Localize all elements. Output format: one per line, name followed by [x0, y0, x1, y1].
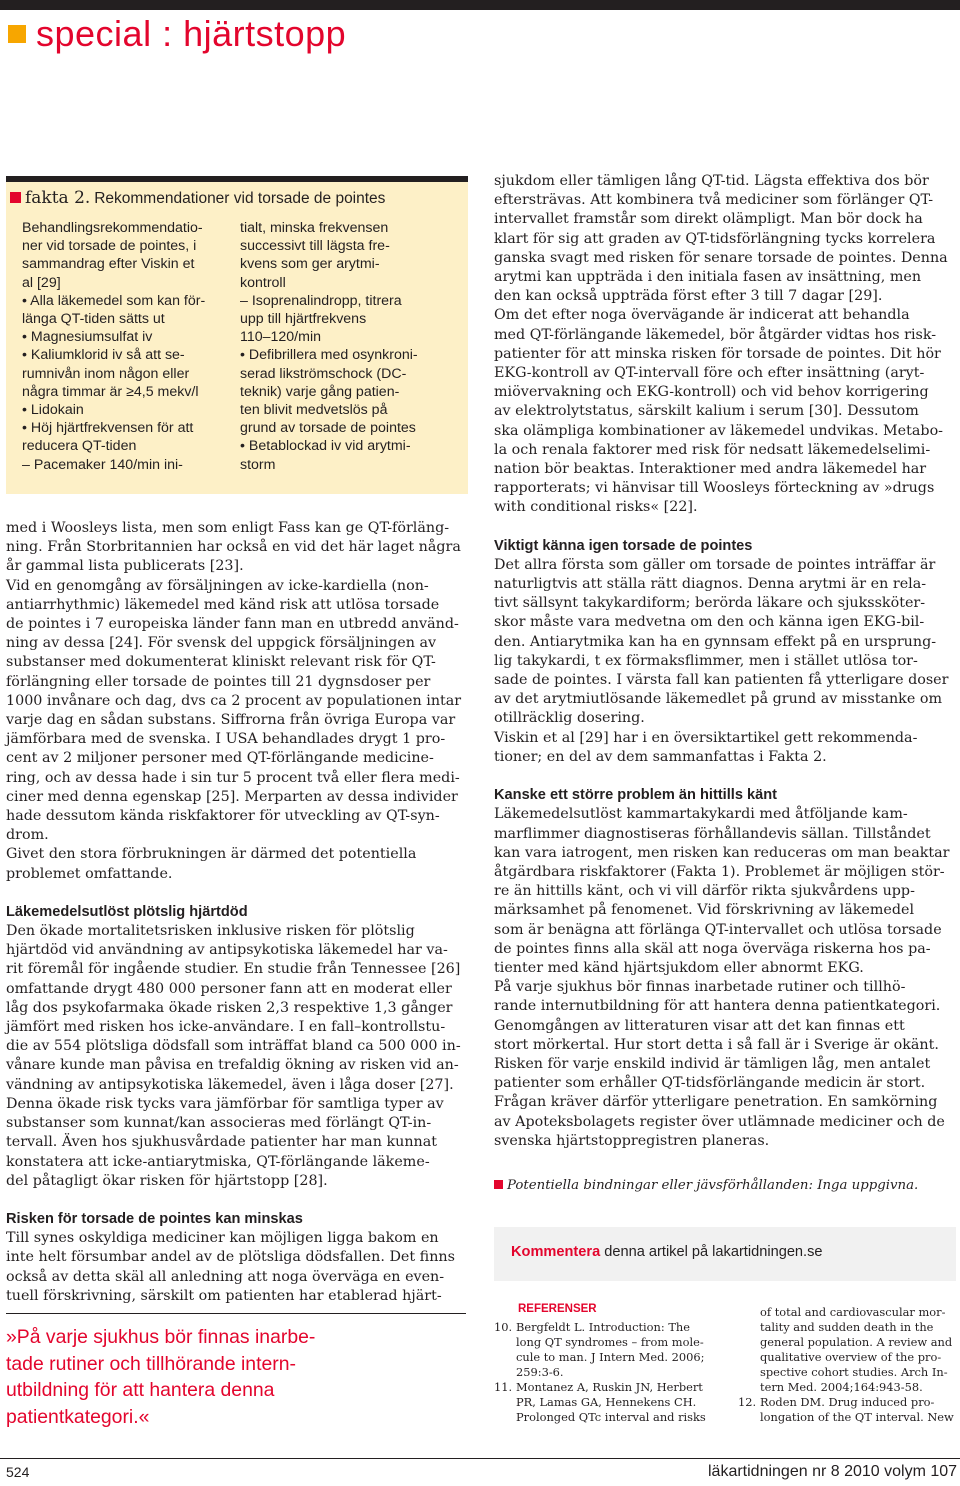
text-line: Frågan kräver därför ytterligare penetration. En samkörning — [494, 1094, 938, 1111]
text-line: sade de pointes. I värsta fall kan patienten få ytterligare doser — [494, 672, 949, 689]
text-line: jämförbara med de svenska. I USA behandlades drygt 1 pro- — [6, 731, 446, 748]
text-line: tivt sällsynt takykardiform; berörda läkare och sjukssköter- — [494, 595, 926, 612]
text-line: de pointes i 7 europeiska länder fann man en utbredd använd- — [6, 616, 459, 633]
text-line: naturligtvis att ställa rätt diagnos. Denna arytmi är en rela- — [494, 576, 927, 593]
text-line: tioner; en del av dem sammanfattas i Fakta 2. — [494, 748, 827, 765]
text-line: problemet omfattande. — [6, 865, 173, 882]
fact-line: kvens som ger arytmi- — [240, 256, 380, 273]
reference-line — [738, 1410, 954, 1425]
text-line: ning. Från Storbritannien har också en vid det här laget några — [6, 539, 461, 556]
text-line: som är benägna att förlänga QT-intervallet och utlösa torsade — [494, 921, 942, 938]
text-line: ciner med denna egenskap [25]. Merparten av dessa individer — [6, 788, 458, 805]
comment-rest: denna artikel på lakartidningen.se — [600, 1244, 823, 1260]
footnote-text: Potentiella bindningar eller jävsförhållanden: Inga uppgivna. — [507, 1178, 919, 1193]
text-line: tienter med känd hjärtsjukdom eller abnormt EKG. — [494, 959, 864, 976]
text-line: ning av dessa [24]. För svensk del uppgick försäljningen av — [6, 635, 437, 652]
text-line: otillräcklig dosering. — [494, 710, 645, 727]
reference-number: 11. — [494, 1380, 513, 1394]
fact-line: reducera QT-tiden — [22, 438, 137, 455]
reference-line — [738, 1320, 954, 1335]
reference-text: Bergfeldt L. Introduction: The — [516, 1320, 691, 1334]
text-line: skor måste vara medvetna om den och känna igen EKG-bil- — [494, 614, 925, 631]
reference-line — [738, 1350, 954, 1365]
text-line: varje dag en sådan substans. Siffrorna från övriga Europa var — [6, 712, 456, 729]
text-line: patienter som erhåller QT-tidsförlängande medicin är stort. — [494, 1075, 926, 1092]
text-line: tervall. Även hos sjukhusvårdade patienter har man kunnat — [6, 1134, 438, 1151]
text-line: Läkemedelsutlöst kammartakykardi med åtföljande kam- — [494, 806, 908, 823]
text-line: Genomgången av litteraturen visar att det kan finnas ett — [494, 1017, 905, 1034]
fact-line: Behandlingsrekommendatio- — [22, 220, 203, 236]
fact-line: • Kaliumklorid iv så att se- — [22, 347, 185, 364]
section-title: special : hjärtstopp — [36, 13, 347, 54]
pull-quote-rule — [6, 1313, 466, 1314]
comment-link[interactable] — [511, 1244, 823, 1260]
body-paragraph — [494, 556, 950, 767]
references-title: REFERENSER — [518, 1303, 597, 1315]
text-line: rapporterats; vi hänvisar till Woosleys förteckning av »drugs — [494, 480, 935, 497]
text-line: intervallet framstår som direkt olämpligt. Man bör dock ha — [494, 211, 923, 228]
reference-text: spective cohort studies. Arch In- — [760, 1365, 948, 1379]
fact-line: ner vid torsade de pointes, i — [22, 238, 197, 255]
reference-text: long QT syndromes – from mole- — [516, 1335, 704, 1349]
text-line: Viskin et al [29] har i en översiktartikel gett rekommenda- — [494, 729, 918, 746]
text-line: år gammal lista publicerats [23]. — [6, 558, 244, 575]
subheading: Risken för torsade de pointes kan minskas — [6, 1210, 303, 1227]
reference-line — [494, 1350, 706, 1365]
reference-text: of total and cardiovascular mor- — [760, 1305, 946, 1319]
fact-line: • Betablockad iv vid arytmi- — [240, 438, 411, 455]
fact-line: storm — [240, 456, 276, 473]
right-column — [494, 172, 950, 1151]
pull-quote — [6, 1324, 315, 1430]
text-line: med i Woosleys lista, men som enligt Fass kan ge QT-förläng- — [6, 520, 450, 536]
fact-number: fakta 2. — [25, 188, 91, 208]
reference-text: PR, Lamas GA, Hennekens CH. — [516, 1395, 697, 1409]
text-line: Denna ökade risk tycks vara jämförbar för samtliga typer av — [6, 1095, 444, 1112]
reference-text: longation of the QT interval. New — [760, 1410, 954, 1424]
fact-box-column-2 — [240, 219, 418, 474]
reference-line — [738, 1395, 954, 1410]
text-line: marflimmer diagnostiseras förhållandevis sällan. Tillståndet — [494, 825, 931, 842]
text-line: jämfört med risken hos icke-användare. I en fall–kontrollstu- — [6, 1019, 446, 1036]
header-square-icon — [8, 25, 26, 43]
reference-text: tern Med. 2004;164:943-58. — [760, 1380, 923, 1394]
text-line: arytmi kan uppträda i den initiala fasen av insättning, men — [494, 269, 922, 286]
text-line: inte helt försumbar andel av de plötsliga dödsfallen. Det finns — [6, 1249, 455, 1266]
text-line: ska olämpliga kombinationer av läkemedel undvikas. Metabo- — [494, 422, 944, 439]
text-line: av det arytmiutlösande läkemedlet på grund av misstanke om — [494, 691, 943, 708]
text-line: die av 554 plötsliga dödsfall som inträffat bland ca 500 000 in- — [6, 1038, 461, 1055]
body-paragraph — [494, 805, 950, 1151]
text-line: klart för sig att graden av QT-tidsförlängning tycks korrelera — [494, 230, 936, 247]
text-line: eftersträvas. Att kombinera två mediciner som förlänger QT- — [494, 192, 934, 209]
text-line: antiarrhythmic) läkemedel med känd risk att utlösa torsade — [6, 596, 440, 613]
text-line: tuell förskrivning, särskilt om patienten har etablerad hjärt- — [6, 1287, 442, 1304]
fact-line: ten blivit medvetslös på — [240, 402, 388, 419]
fact-line: 110–120/min — [240, 329, 321, 346]
text-line: miövervakning och EKG-kontroll) och vid behov korrigering — [494, 384, 929, 401]
text-line: Vid en genomgång av försäljningen av icke-kardiella (non- — [6, 577, 429, 594]
text-line: med QT-förlängande läkemedel, bör åtgärder vidtas hos risk- — [494, 326, 937, 343]
reference-text: Roden DM. Drug induced pro- — [760, 1395, 935, 1409]
fact-line: – Pacemaker 140/min ini- — [22, 456, 183, 473]
fact-line: serad likströmschock (DC- — [240, 365, 407, 382]
text-line: hade dessutom kända riskfaktorer för utveckling av QT-syn- — [6, 808, 440, 825]
text-line: Om det efter noga övervägande är indicerat att behandla — [494, 307, 910, 324]
fact-line: • Defibrillera med osynkroni- — [240, 347, 418, 364]
text-line: cent av 2 miljoner personer med QT-förlängande medicine- — [6, 750, 434, 767]
fact-heading: Rekommendationer vid torsade de pointes — [94, 190, 386, 207]
references-column-2 — [738, 1305, 954, 1425]
text-line: den kan också uppträda först efter 3 till 7 dagar [29]. — [494, 288, 883, 305]
text-line: Till synes oskyldiga mediciner kan möjligen ligga bakom en — [6, 1230, 439, 1247]
text-line: ring, och av dessa hade i sin tur 5 procent två eller flera medi- — [6, 769, 460, 786]
text-line: Den ökade mortalitetsrisken inklusive risken för plötslig — [6, 923, 415, 940]
text-line: låg dos psykofarmaka ökade risken 2,3 respektive 1,3 gånger — [6, 999, 453, 1016]
reference-text: Montanez A, Ruskin JN, Herbert — [516, 1380, 703, 1394]
text-line: substanser med dokumenterat kliniskt relevant risk för QT- — [6, 654, 436, 671]
text-line: Det allra första som gäller om torsade de pointes inträffar är — [494, 556, 936, 573]
reference-line — [494, 1335, 706, 1350]
fact-line: – Isoprenalindropp, titrera — [240, 292, 402, 309]
quote-line: patientkategori.« — [6, 1405, 150, 1428]
reference-line — [494, 1380, 706, 1395]
page-number: 524 — [6, 1464, 30, 1480]
text-line: re än hittills känt, och vi vill därför rikta sjukvårdens upp- — [494, 883, 915, 900]
fact-line: grund av torsade de pointes — [240, 420, 416, 437]
text-line: också av detta skäl all anledning att noga överväga en even- — [6, 1268, 445, 1285]
text-line: Givet den stora förbrukningen är därmed det potentiella — [6, 846, 417, 863]
footer-rule — [0, 1458, 960, 1459]
fact-line: sammandrag efter Viskin et — [22, 256, 195, 273]
fact-line: successivt till lägsta fre- — [240, 238, 390, 255]
body-paragraph — [6, 519, 461, 884]
fact-line: • Alla läkemedel som kan för- — [22, 292, 206, 309]
text-line: substanser som kunnat/kan associeras med förlängt QT-in- — [6, 1115, 432, 1132]
text-line: nation bör beaktas. Interaktioner med andra läkemedel har — [494, 461, 927, 478]
references-column-1 — [494, 1320, 706, 1425]
text-line: förlängning eller torsade de pointes till 21 dygnsdoser per — [6, 673, 431, 690]
reference-number: 10. — [494, 1320, 513, 1334]
reference-line — [494, 1320, 706, 1335]
fact-line: tialt, minska frekvensen — [240, 220, 389, 236]
text-line: sjukdom eller tämligen lång QT-tid. Lägsta effektiva dos bör — [494, 173, 929, 189]
text-line: 1000 invånare och dag, dvs ca 2 procent av populationen intar — [6, 692, 462, 709]
text-line: kan vara iatrogent, men risken kan reduceras om man beaktar — [494, 844, 950, 861]
subheading: Viktigt känna igen torsade de pointes — [494, 537, 753, 554]
top-rule — [0, 0, 960, 10]
text-line: EKG-kontroll av QT-intervall före och efter insättning (aryt- — [494, 365, 925, 382]
fact-line: • Lidokain — [22, 402, 84, 419]
fact-line: kontroll — [240, 274, 286, 291]
quote-line: utbildning för att hantera denna — [6, 1379, 275, 1401]
footnote-square-icon — [494, 1180, 503, 1189]
text-line: lig takykardi, t ex förmaksflimmer, men i stället utlösa tor- — [494, 652, 918, 669]
text-line: På varje sjukhus bör finnas inarbetade rutiner och tillhö- — [494, 979, 906, 996]
reference-line — [738, 1380, 954, 1395]
comment-lead[interactable]: Kommentera — [511, 1244, 601, 1260]
subheading: Läkemedelsutlöst plötslig hjärtdöd — [6, 903, 248, 920]
text-line: with conditional risks« [22]. — [494, 499, 698, 516]
text-line: rit föremål för ingående studier. En studie från Tennessee [26] — [6, 961, 461, 978]
reference-line — [494, 1410, 706, 1425]
fact-line: • Höj hjärtfrekvensen för att — [22, 420, 194, 437]
fact-box-title — [10, 188, 385, 209]
text-line: den. Antiarytmika kan ha en gynnsam effekt på en ursprung- — [494, 633, 937, 650]
text-line: vändning av antipsykotiska läkemedel, även i låga doser [27]. — [6, 1076, 454, 1093]
fact-line: teknik) varje gång patien- — [240, 383, 400, 400]
body-paragraph — [494, 172, 950, 518]
text-line: hjärtdöd vid användning av antipsykotiska läkemedel har va- — [6, 942, 448, 959]
subheading: Kanske ett större problem än hittills känt — [494, 787, 778, 804]
quote-line: »På varje sjukhus bör finnas inarbe- — [6, 1326, 316, 1348]
text-line: märksamhet på fenomenet. Vid förskrivning av läkemedel — [494, 902, 915, 919]
quote-line: tade rutiner och tillhörande intern- — [6, 1352, 296, 1375]
text-line: åtgärdbara riskfaktorer (Fakta 1). Problemet är möjligen stör- — [494, 863, 945, 880]
reference-text: general population. A review and — [760, 1335, 953, 1349]
text-line: svenska hjärtstoppregistren planeras. — [494, 1132, 770, 1149]
fact-box-column-1 — [22, 219, 205, 474]
reference-line — [494, 1365, 706, 1380]
text-line: stort mörkertal. Hur stort detta i så fall är i Sverige är okänt. — [494, 1036, 939, 1053]
body-paragraph — [6, 1229, 461, 1306]
text-line: ganska svagt med risken för senare torsade de pointes. Denna — [494, 249, 948, 266]
reference-line — [738, 1335, 954, 1350]
reference-line — [738, 1365, 954, 1380]
left-column — [6, 519, 461, 1306]
fact-square-icon — [10, 192, 21, 203]
fact-line: rumnivån inom någon eller — [22, 365, 190, 382]
journal-name: läkartidningen nr 8 2010 volym 107 — [708, 1463, 958, 1480]
fact-line: upp till hjärtfrekvens — [240, 311, 367, 328]
fact-line: al [29] — [22, 274, 61, 291]
body-paragraph — [6, 922, 461, 1191]
text-line: drom. — [6, 827, 49, 844]
text-line: Risken för varje enskild individ är tämligen låg, men antalet — [494, 1055, 931, 1072]
section-header — [8, 14, 346, 54]
reference-text: tality and sudden death in the — [760, 1320, 934, 1334]
text-line: konstatera att icke-antiarytmiska, QT-förlängande läkeme- — [6, 1153, 430, 1170]
reference-text: 259:3-6. — [516, 1365, 564, 1379]
text-line: patienter för att minska risken för torsade de pointes. Dit hör — [494, 345, 941, 362]
text-line: rande internutbildning för att hantera denna patientkategori. — [494, 998, 941, 1015]
fact-line: några timmar är ≥4,5 mekv/l — [22, 383, 199, 400]
reference-text: cule to man. J Intern Med. 2006; — [516, 1350, 705, 1364]
reference-line — [494, 1395, 706, 1410]
text-line: la och renala faktorer med risk för nedsatt läkemedelselimi- — [494, 441, 931, 458]
text-line: av elektrolytstatus, särskilt kalium i serum [30]. Dessutom — [494, 403, 919, 420]
reference-number: 12. — [738, 1395, 757, 1409]
conflict-footnote — [494, 1178, 918, 1193]
text-line: omfattande drygt 480 000 personer fann att en moderat eller — [6, 980, 452, 997]
reference-text: qualitative overview of the pro- — [760, 1350, 942, 1364]
text-line: del påtagligt ökar risken för hjärtstopp [28]. — [6, 1172, 328, 1189]
fact-line: länga QT-tiden sätts ut — [22, 311, 165, 328]
text-line: av Apoteksbolagets register över utlämnade mediciner och de — [494, 1113, 945, 1130]
fact-line: • Magnesiumsulfat iv — [22, 329, 153, 346]
text-line: vånare kunde man påvisa en trefaldig ökning av risken vid an- — [6, 1057, 459, 1074]
reference-line — [738, 1305, 954, 1320]
reference-text: Prolonged QTc interval and risks — [516, 1410, 706, 1424]
text-line: de pointes finns alla skäl att noga överväga riskerna hos pa- — [494, 940, 931, 957]
